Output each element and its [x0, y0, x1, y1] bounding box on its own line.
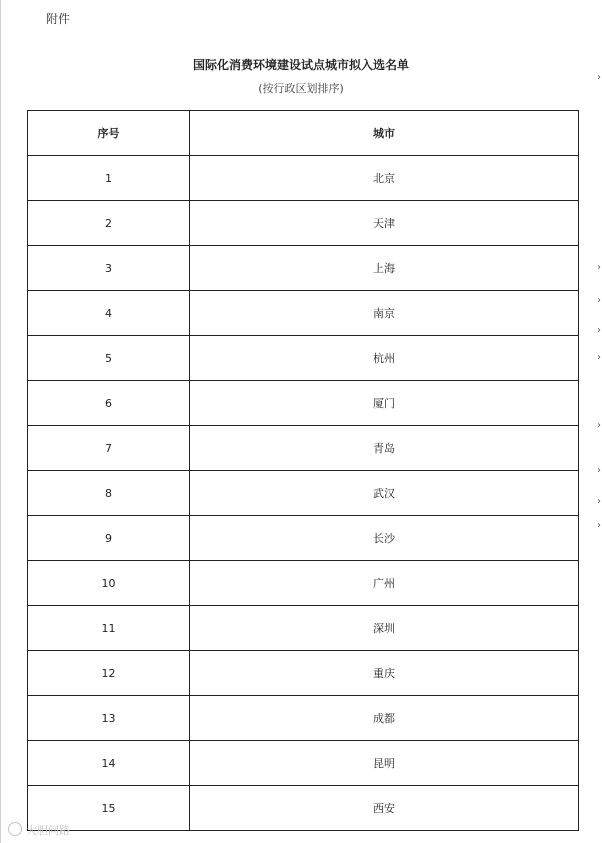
- table-row: [28, 156, 579, 201]
- edge-mark: ›: [597, 295, 601, 306]
- row-index: 10: [28, 561, 190, 606]
- row-index: 12: [28, 651, 190, 696]
- table-row: [28, 651, 579, 696]
- row-city: 广州: [190, 561, 579, 606]
- watermark: [8, 822, 70, 838]
- city-list-table: [27, 110, 579, 831]
- row-index: 2: [28, 201, 190, 246]
- table-row: [28, 246, 579, 291]
- document-subtitle: (按行政区划排序): [258, 82, 344, 95]
- row-city: 武汉: [190, 471, 579, 516]
- row-city: 成都: [190, 696, 579, 741]
- row-city: 天津: [190, 201, 579, 246]
- row-city: 青岛: [190, 426, 579, 471]
- table-row: [28, 786, 579, 831]
- row-index: 11: [28, 606, 190, 651]
- row-city: 昆明: [190, 741, 579, 786]
- row-city: 深圳: [190, 606, 579, 651]
- table-row: [28, 696, 579, 741]
- row-city: 厦门: [190, 381, 579, 426]
- table-body: [28, 156, 579, 831]
- row-index: 14: [28, 741, 190, 786]
- table-row: [28, 471, 579, 516]
- row-city: 西安: [190, 786, 579, 831]
- header-city: 城市: [190, 111, 579, 156]
- edge-mark: ›: [597, 496, 601, 507]
- row-index: 5: [28, 336, 190, 381]
- row-city: 北京: [190, 156, 579, 201]
- attachment-label: 附件: [46, 12, 71, 26]
- table-row: [28, 291, 579, 336]
- table-row: [28, 606, 579, 651]
- row-index: 7: [28, 426, 190, 471]
- document-title: 国际化消费环境建设试点城市拟入选名单: [192, 58, 409, 72]
- edge-mark: ›: [597, 465, 601, 476]
- edge-mark: ›: [597, 420, 601, 431]
- edge-mark: ›: [597, 520, 601, 531]
- row-city: 南京: [190, 291, 579, 336]
- row-index: 9: [28, 516, 190, 561]
- row-city: 杭州: [190, 336, 579, 381]
- row-city: 上海: [190, 246, 579, 291]
- edge-mark: ›: [597, 325, 601, 336]
- row-index: 8: [28, 471, 190, 516]
- table-row: [28, 516, 579, 561]
- row-index: 3: [28, 246, 190, 291]
- table-row: [28, 426, 579, 471]
- row-index: 13: [28, 696, 190, 741]
- row-index: 1: [28, 156, 190, 201]
- row-index: 6: [28, 381, 190, 426]
- watermark-logo-icon: [8, 822, 22, 836]
- table-row: [28, 201, 579, 246]
- edge-mark: ›: [597, 262, 601, 273]
- table-header-row: [28, 111, 579, 156]
- watermark-text: 大胆问路: [26, 824, 70, 837]
- page-left-border: [0, 0, 1, 843]
- table-row: [28, 741, 579, 786]
- table-row: [28, 381, 579, 426]
- row-city: 重庆: [190, 651, 579, 696]
- table-row: [28, 561, 579, 606]
- edge-mark: ›: [597, 352, 601, 363]
- row-index: 4: [28, 291, 190, 336]
- header-index: 序号: [28, 111, 190, 156]
- row-city: 长沙: [190, 516, 579, 561]
- edge-mark: ›: [597, 72, 601, 83]
- table-row: [28, 336, 579, 381]
- row-index: 15: [28, 786, 190, 831]
